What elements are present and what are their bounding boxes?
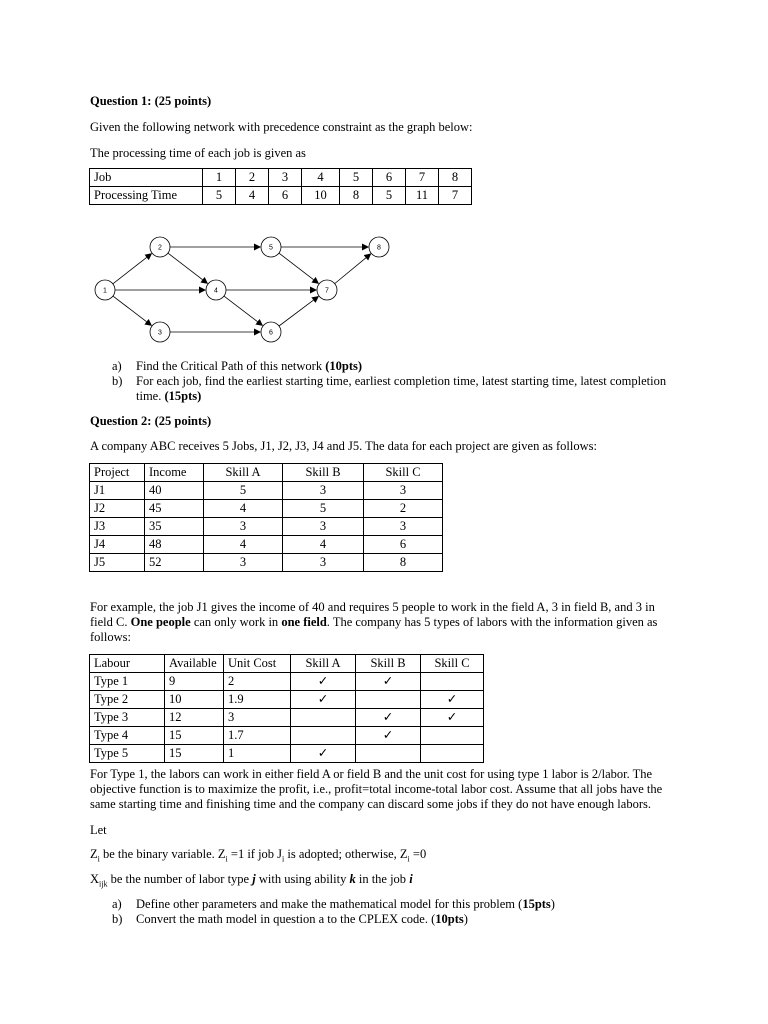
job-cell: 5 [340,169,373,187]
edge-1-2 [113,254,151,284]
cell: 4 [283,536,364,554]
cell: 3 [364,482,443,500]
check-cell: ✓ [421,709,484,727]
cell: 15 [165,727,224,745]
table-row [90,518,443,536]
text-line: same starting time and finishing time and the company can discard some jobs if they do not have enough labors. [90,797,651,811]
cell: J2 [90,500,145,518]
cell: Type 2 [90,691,165,709]
part-label: a) [112,897,122,911]
cell: 5 [204,482,283,500]
q2-heading: Question 2: (25 points) [90,414,212,428]
network-nodes [95,237,389,342]
text-span: be the binary variable. Z [99,847,226,861]
table-row [90,709,484,727]
table-row [90,554,443,572]
table-row [90,673,484,691]
cell: Type 1 [90,673,165,691]
check-cell: ✓ [356,709,421,727]
job-cell: 6 [373,169,406,187]
check-cell: ✓ [356,727,421,745]
cell: J5 [90,554,145,572]
job-cell: 7 [406,169,439,187]
check-cell [421,745,484,763]
header-cell: Skill A [291,655,356,673]
edge-6-7 [279,297,318,326]
node-label: 6 [269,329,273,337]
bold-span: One people [130,615,191,629]
q1-part-b [112,374,666,404]
check-cell [421,727,484,745]
cell: 52 [145,554,204,572]
subscript: ijk [99,879,108,889]
node-1 [95,280,115,300]
bold-italic-span: i [409,872,413,886]
part-points: (15pts) [164,389,202,403]
q1-heading: Question 1: (25 points) [90,94,212,108]
header-cell: Income [145,464,204,482]
job-cell: 2 [236,169,269,187]
header-cell: Available [165,655,224,673]
text-span: X [90,872,100,886]
part-text: For each job, find the earliest starting time, earliest completion time, latest starting time, latest completion [136,374,667,388]
text-span: field C. [90,615,131,629]
time-cell: 5 [203,187,236,205]
edge-5-7 [279,253,318,283]
q1-intro: Given the following network with precedence constraint as the graph below: [90,120,473,134]
project-table [89,463,443,572]
node-label: 5 [269,244,273,252]
cell: 4 [204,536,283,554]
text-line [90,615,670,630]
q2-part-a [112,897,555,912]
check-cell [421,673,484,691]
part-points: 10pts [435,912,464,926]
node-5 [261,237,281,257]
subscript: i [97,854,100,864]
part-label: b) [112,912,123,926]
part-text: Find the Critical Path of this network [136,359,326,373]
cell: 48 [145,536,204,554]
part-points: 15pts [522,897,551,911]
header-cell: Skill C [421,655,484,673]
cell: 3 [283,482,364,500]
cell: 3 [204,554,283,572]
cell: 1.9 [224,691,291,709]
cell: 9 [165,673,224,691]
table-row [90,500,443,518]
check-cell [291,709,356,727]
processing-time-table [89,168,472,205]
q2-example-paragraph [90,600,670,645]
cell: 6 [364,536,443,554]
node-4 [206,280,226,300]
text-line: follows: [90,630,131,644]
row-label-processing-time: Processing Time [90,187,203,205]
part-text: Convert the math model in question a to the CPLEX code. ( [136,912,436,926]
part-points: (10pts) [325,359,363,373]
header-cell: Skill B [356,655,421,673]
table-row [90,464,443,482]
text-line: objective function is to maximize the profit, i.e., profit=total income-total labor cost. Assume that all jobs have the [90,782,663,796]
cell: 8 [364,554,443,572]
check-cell: ✓ [421,691,484,709]
cell: J3 [90,518,145,536]
check-cell: ✓ [291,691,356,709]
check-cell [356,691,421,709]
node-label: 3 [158,329,162,337]
node-2 [150,237,170,257]
node-label: 1 [103,287,107,295]
edge-2-4 [168,253,207,283]
time-cell: 4 [236,187,269,205]
text-span: . The company has 5 types of labors with the information given as [326,615,658,629]
cell: 45 [145,500,204,518]
bold-span: one field [281,615,327,629]
text-span: be the number of labor type [107,872,253,886]
z-definition [90,847,426,864]
cell: 3 [364,518,443,536]
check-cell: ✓ [291,673,356,691]
time-cell: 10 [302,187,340,205]
text-line: For Type 1, the labors can work in either field A or field B and the unit cost for using type 1 labor is 2/labor. The [90,767,653,781]
subscript: i [282,854,285,864]
x-definition [90,872,413,889]
cell: 3 [283,518,364,536]
header-cell: Skill A [204,464,283,482]
cell: 5 [283,500,364,518]
labour-table [89,654,484,763]
cell: J4 [90,536,145,554]
time-cell: 11 [406,187,439,205]
text-span: can only work in [190,615,282,629]
q1-part-a [112,359,666,374]
node-label: 8 [377,244,381,252]
q1-proc-intro: The processing time of each job is given as [90,146,306,160]
bold-italic-span: k [349,872,356,886]
check-cell: ✓ [356,673,421,691]
time-cell: 8 [340,187,373,205]
cell: 1.7 [224,727,291,745]
check-cell [356,745,421,763]
node-3 [150,322,170,342]
q2-parts [112,897,555,927]
time-cell: 5 [373,187,406,205]
cell: 3 [224,709,291,727]
cell: 10 [165,691,224,709]
cell: 4 [204,500,283,518]
cell: 35 [145,518,204,536]
cell: 15 [165,745,224,763]
header-cell: Project [90,464,145,482]
part-close: ) [463,912,468,926]
cell: J1 [90,482,145,500]
bold-italic-span: j [252,872,256,886]
table-row [90,727,484,745]
node-8 [369,237,389,257]
table-row [90,745,484,763]
q2-part-b [112,912,555,927]
cell: 2 [364,500,443,518]
text-span: =0 [409,847,427,861]
edge-4-6 [224,296,262,325]
part-close: ) [550,897,555,911]
text-span: in the job [355,872,410,886]
table-row [90,482,443,500]
cell: 40 [145,482,204,500]
time-cell: 6 [269,187,302,205]
table-row [90,655,484,673]
part-text-cont: time. [136,389,165,403]
job-cell: 1 [203,169,236,187]
header-cell: Unit Cost [224,655,291,673]
node-label: 7 [325,287,329,295]
cell: 12 [165,709,224,727]
text-span: is adopted; otherwise, Z [284,847,408,861]
table-row [90,536,443,554]
part-text: Define other parameters and make the mathematical model for this problem ( [136,897,523,911]
job-cell: 4 [302,169,340,187]
subscript: i [407,854,410,864]
edge-7-8 [335,254,371,284]
subscript: i [225,854,228,864]
precedence-network-diagram [88,226,408,356]
node-label: 4 [214,287,218,295]
table-row [90,187,472,205]
cell: Type 4 [90,727,165,745]
table-row [90,169,472,187]
node-label: 2 [158,244,162,252]
text-span: Z [90,847,98,861]
part-label: a) [112,359,122,373]
check-cell [291,727,356,745]
cell: 1 [224,745,291,763]
edge-1-3 [113,296,151,325]
cell: 3 [283,554,364,572]
let-label: Let [90,823,107,837]
cell: Type 5 [90,745,165,763]
part-label: b) [112,374,123,388]
cell: 2 [224,673,291,691]
text-span: with using ability [255,872,350,886]
header-cell: Skill B [283,464,364,482]
q2-type1-note [90,767,670,812]
job-cell: 8 [439,169,472,187]
cell: 3 [204,518,283,536]
check-cell: ✓ [291,745,356,763]
node-7 [317,280,337,300]
job-cell: 3 [269,169,302,187]
text-span: =1 if job J [227,847,283,861]
row-label-job: Job [90,169,203,187]
table-row [90,691,484,709]
text-line: For example, the job J1 gives the income of 40 and requires 5 people to work in the field A, 3 in field B, and 3 in [90,600,655,614]
header-cell: Skill C [364,464,443,482]
q2-intro: A company ABC receives 5 Jobs, J1, J2, J3, J4 and J5. The data for each project are given as follows: [90,439,597,453]
node-6 [261,322,281,342]
header-cell: Labour [90,655,165,673]
cell: Type 3 [90,709,165,727]
time-cell: 7 [439,187,472,205]
q1-parts [112,359,666,404]
